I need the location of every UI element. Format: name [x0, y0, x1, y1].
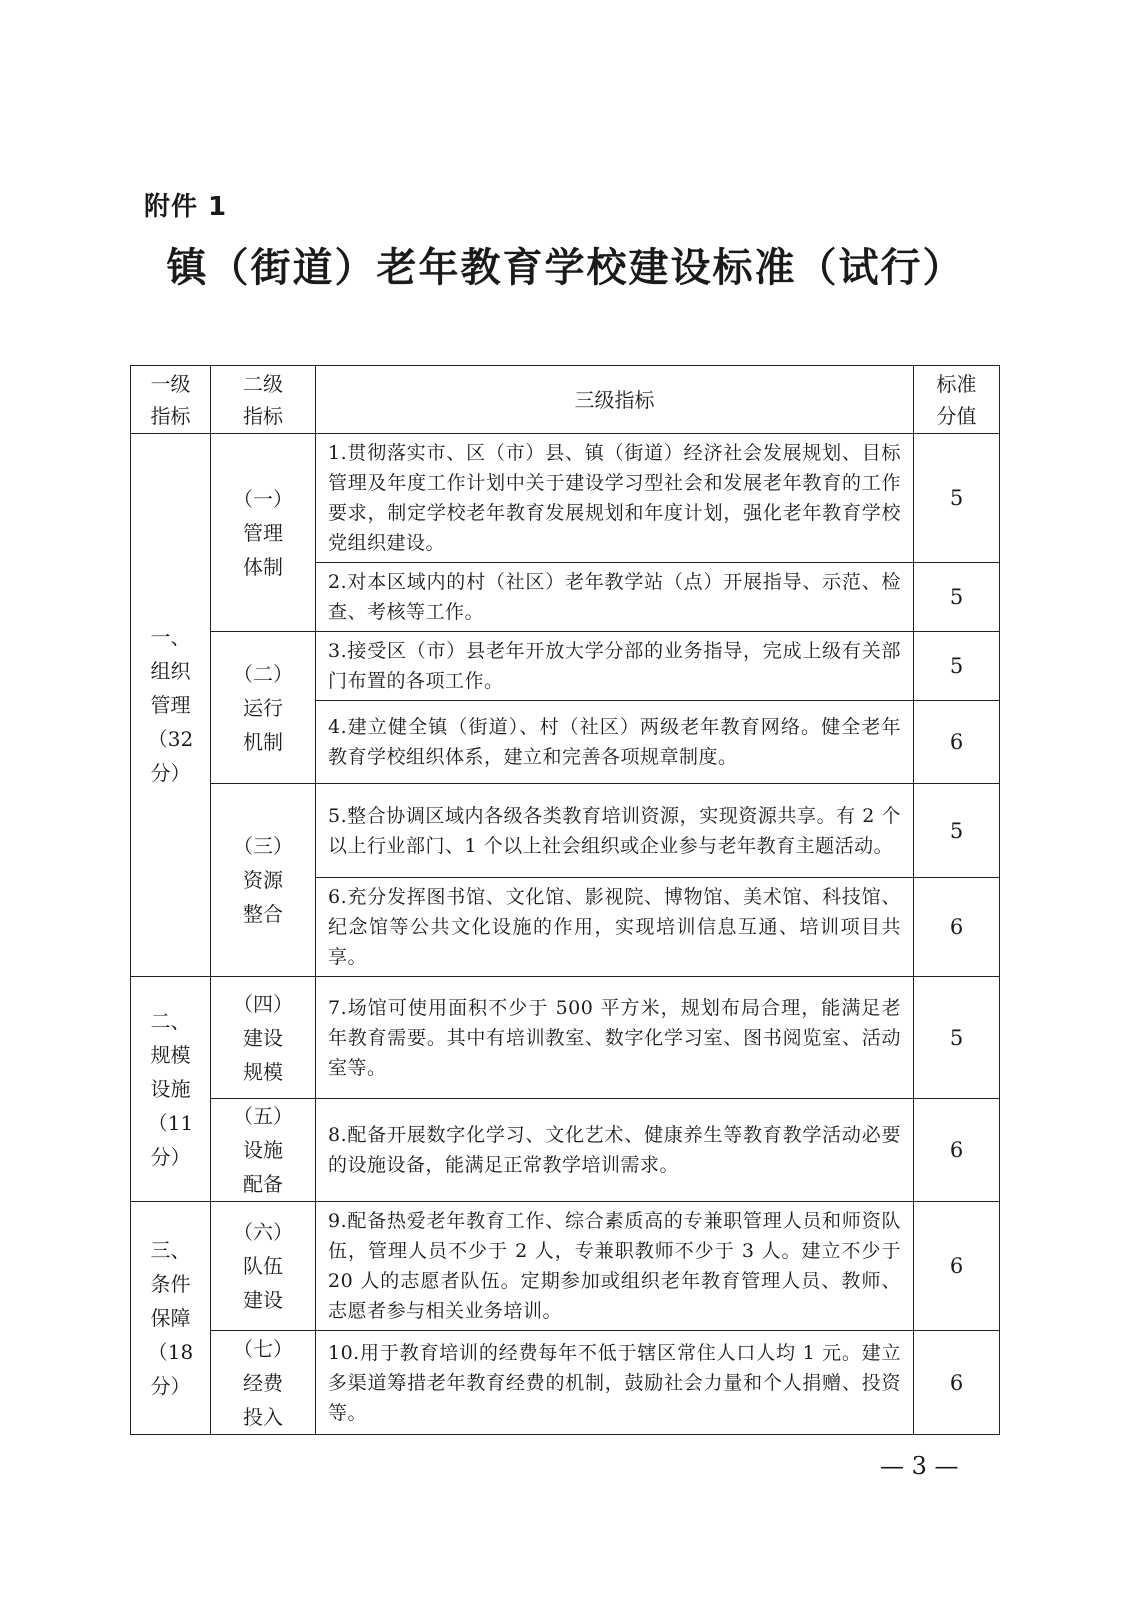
header-level1-line: 一级: [150, 371, 191, 396]
score-value: 5: [914, 784, 1000, 878]
level2-cell: [211, 632, 316, 784]
level2-line: 资源: [243, 868, 283, 892]
score-value: 6: [914, 1202, 1000, 1331]
header-level2-line: 二级: [243, 371, 283, 396]
level2-line: 机制: [243, 729, 283, 754]
level2-line: 管理: [243, 520, 283, 545]
level3-text: 8.配备开展数字化学习、文化艺术、健康养生等教育教学活动必要的设施设备，能满足正常教学培训需求。: [316, 1099, 914, 1202]
level1-line: 保障: [150, 1306, 191, 1330]
header-level1-line: 指标: [150, 403, 191, 428]
score-value: 5: [914, 632, 1000, 701]
level2-cell: [211, 977, 316, 1099]
table-header-row: [131, 366, 1000, 434]
level1-line: （11: [147, 1111, 194, 1135]
level1-line: 二、: [150, 1009, 191, 1033]
level2-line: （七）: [233, 1336, 293, 1361]
level1-line: 一、: [150, 625, 191, 649]
level1-line: 三、: [150, 1238, 191, 1262]
level1-cell: [131, 977, 211, 1202]
level2-line: 规模: [243, 1059, 283, 1084]
level1-line: 规模: [150, 1043, 191, 1067]
attachment-label: 附件 1: [144, 192, 228, 222]
level2-line: 投入: [243, 1404, 283, 1429]
level2-cell: [211, 1331, 316, 1435]
header-level2: [211, 366, 316, 434]
level2-line: 建设: [243, 1025, 283, 1050]
level3-text: 4.建立健全镇（街道）、村（社区）两级老年教育网络。健全老年教育学校组织体系，建立和完善各项规章制度。: [316, 701, 914, 784]
header-score-line: 分值: [936, 403, 977, 428]
level2-line: 配备: [243, 1172, 283, 1196]
level1-line: （32: [147, 727, 194, 751]
level2-line: （四）: [233, 991, 293, 1016]
level2-line: （一）: [233, 486, 293, 511]
level2-line: 整合: [243, 902, 283, 926]
level2-line: 建设: [243, 1288, 283, 1312]
table-row: [131, 1099, 1000, 1202]
level1-line: 分）: [150, 1374, 191, 1398]
table-row: [131, 1202, 1000, 1331]
header-level2-line: 指标: [243, 403, 283, 428]
header-score-line: 标准: [936, 371, 977, 396]
level2-line: （二）: [233, 661, 293, 686]
table-row: [131, 434, 1000, 563]
level1-line: （18: [147, 1340, 194, 1364]
level1-line: 设施: [150, 1077, 191, 1101]
table-row: [131, 977, 1000, 1099]
level2-line: 设施: [243, 1138, 283, 1162]
level3-text: 6.充分发挥图书馆、文化馆、影视院、博物馆、美术馆、科技馆、纪念馆等公共文化设施的作用，实现培训信息互通、培训项目共享。: [316, 878, 914, 977]
table-row: [131, 1331, 1000, 1435]
level1-line: 条件: [150, 1272, 191, 1296]
level1-line: 管理: [150, 693, 191, 717]
level2-line: 经费: [243, 1370, 283, 1395]
score-value: 5: [914, 977, 1000, 1099]
level3-text: 3.接受区（市）县老年开放大学分部的业务指导，完成上级有关部门布置的各项工作。: [316, 632, 914, 701]
level3-text: 9.配备热爱老年教育工作、综合素质高的专兼职管理人员和师资队伍，管理人员不少于 2 人，专兼职教师不少于 3 人。建立不少于 20 人的志愿者队伍。定期参加或组织老年教育管理人员、教师、志愿者参与相关业务培训。: [316, 1202, 914, 1331]
level3-text: 7.场馆可使用面积不少于 500 平方米，规划布局合理，能满足老年教育需要。其中有培训教室、数字化学习室、图书阅览室、活动室等。: [316, 977, 914, 1099]
level2-line: （三）: [233, 834, 293, 858]
header-level1: [131, 366, 211, 434]
level2-line: （五）: [233, 1104, 293, 1128]
standards-table: [130, 365, 1000, 1435]
level3-text: 2.对本区域内的村（社区）老年教学站（点）开展指导、示范、检查、考核等工作。: [316, 563, 914, 632]
level3-text: 5.整合协调区域内各级各类教育培训资源，实现资源共享。有 2 个以上行业部门、1 个以上社会组织或企业参与老年教育主题活动。: [316, 784, 914, 878]
level1-line: 分）: [150, 1145, 191, 1169]
table-row: [131, 784, 1000, 878]
level1-line: 分）: [150, 761, 191, 785]
header-level3: 三级指标: [316, 366, 914, 434]
score-value: 6: [914, 878, 1000, 977]
level1-cell: [131, 1202, 211, 1435]
table-row: [131, 632, 1000, 701]
level2-cell: [211, 784, 316, 977]
score-value: 5: [914, 434, 1000, 563]
score-value: 5: [914, 563, 1000, 632]
page-number: — 3 —: [880, 1452, 959, 1480]
level2-line: 队伍: [243, 1254, 283, 1278]
level2-line: 运行: [243, 695, 283, 720]
level2-cell: [211, 434, 316, 632]
score-value: 6: [914, 1099, 1000, 1202]
header-score: [914, 366, 1000, 434]
level1-cell: [131, 434, 211, 977]
level1-line: 组织: [150, 659, 191, 683]
level3-text: 10.用于教育培训的经费每年不低于辖区常住人口人均 1 元。建立多渠道筹措老年教育经费的机制，鼓励社会力量和个人捐赠、投资等。: [316, 1331, 914, 1435]
level2-cell: [211, 1202, 316, 1331]
level3-text: 1.贯彻落实市、区（市）县、镇（街道）经济社会发展规划、目标管理及年度工作计划中关于建设学习型社会和发展老年教育的工作要求，制定学校老年教育发展规划和年度计划，强化老年教育学校党组织建设。: [316, 434, 914, 563]
level2-cell: [211, 1099, 316, 1202]
document-title: 镇（街道）老年教育学校建设标准（试行）: [166, 245, 965, 291]
score-value: 6: [914, 1331, 1000, 1435]
level2-line: （六）: [233, 1220, 293, 1244]
score-value: 6: [914, 701, 1000, 784]
level2-line: 体制: [243, 554, 283, 579]
